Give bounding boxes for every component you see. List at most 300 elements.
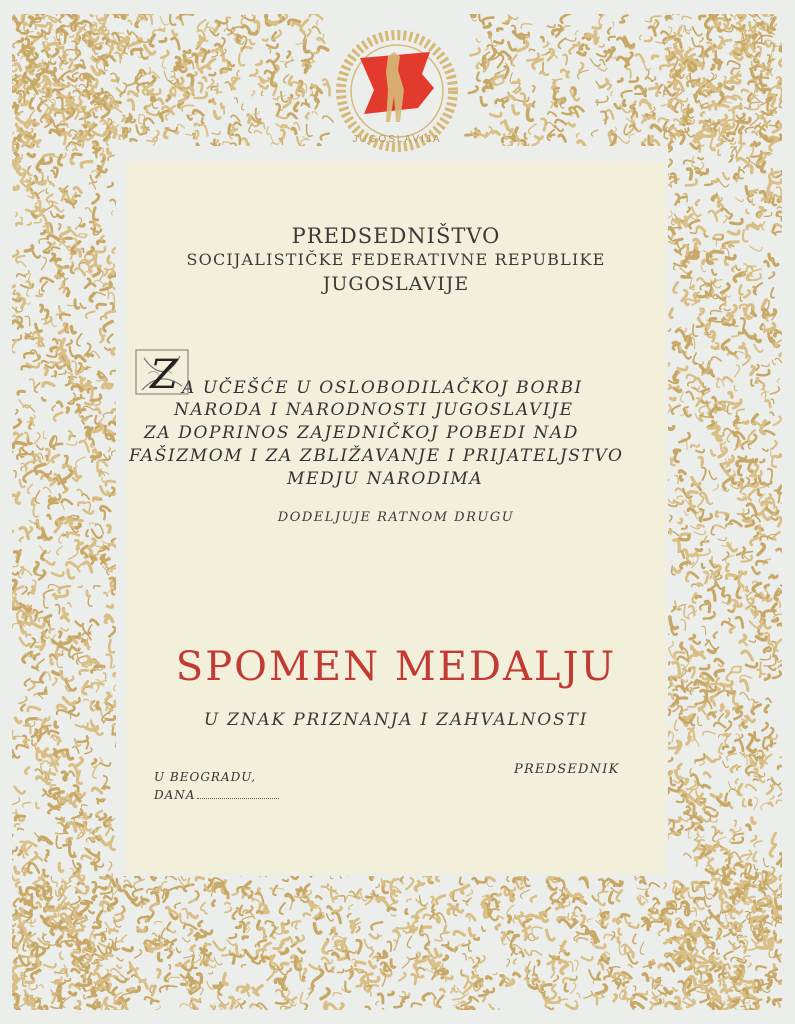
border-ornament-stroke bbox=[762, 383, 764, 389]
border-ornament-stroke bbox=[693, 740, 699, 747]
border-ornament-stroke bbox=[52, 405, 55, 410]
border-ornament-stroke bbox=[107, 654, 112, 666]
border-ornament-stroke bbox=[734, 416, 738, 422]
border-ornament-stroke bbox=[35, 524, 37, 528]
border-ornament-stroke bbox=[633, 934, 636, 944]
border-ornament-stroke bbox=[435, 950, 441, 957]
border-ornament-stroke bbox=[158, 99, 163, 104]
border-ornament-stroke bbox=[78, 502, 85, 505]
border-ornament-stroke bbox=[52, 455, 59, 462]
border-ornament-stroke bbox=[776, 455, 781, 457]
border-ornament-stroke bbox=[83, 657, 90, 665]
border-ornament-stroke bbox=[25, 679, 30, 686]
border-ornament-stroke bbox=[702, 564, 704, 568]
border-ornament-stroke bbox=[587, 919, 592, 923]
border-ornament-stroke bbox=[238, 37, 240, 41]
border-ornament-stroke bbox=[757, 931, 761, 936]
border-ornament-stroke bbox=[247, 927, 249, 932]
border-ornament-stroke bbox=[703, 785, 710, 788]
border-ornament-stroke bbox=[574, 43, 580, 46]
border-ornament-stroke bbox=[505, 121, 512, 131]
border-ornament-stroke bbox=[275, 54, 279, 62]
border-ornament-stroke bbox=[713, 397, 716, 401]
border-ornament-stroke bbox=[215, 988, 218, 995]
border-ornament-stroke bbox=[748, 198, 752, 202]
border-ornament-stroke bbox=[752, 62, 754, 66]
border-ornament-stroke bbox=[669, 677, 676, 680]
border-ornament-stroke bbox=[754, 841, 762, 846]
border-ornament-stroke bbox=[64, 465, 71, 467]
border-ornament-stroke bbox=[683, 997, 693, 1002]
border-ornament-stroke bbox=[108, 448, 110, 452]
border-ornament-stroke bbox=[639, 35, 641, 40]
border-ornament-stroke bbox=[289, 114, 297, 119]
border-ornament-stroke bbox=[767, 884, 778, 891]
border-ornament-stroke bbox=[727, 754, 737, 761]
border-ornament-stroke bbox=[402, 957, 409, 968]
border-ornament-stroke bbox=[697, 583, 702, 585]
border-ornament-stroke bbox=[714, 889, 717, 896]
border-ornament-stroke bbox=[740, 693, 749, 701]
border-ornament-stroke bbox=[312, 94, 318, 96]
border-ornament-stroke bbox=[69, 35, 73, 37]
border-ornament-stroke bbox=[668, 642, 673, 649]
border-ornament-stroke bbox=[106, 822, 110, 835]
border-ornament-stroke bbox=[460, 878, 463, 885]
border-ornament-stroke bbox=[180, 14, 192, 19]
border-ornament-stroke bbox=[604, 976, 609, 979]
border-ornament-stroke bbox=[461, 970, 463, 975]
border-ornament-stroke bbox=[75, 468, 81, 477]
border-ornament-stroke bbox=[293, 23, 301, 26]
border-ornament-stroke bbox=[95, 133, 105, 136]
border-ornament-stroke bbox=[24, 471, 33, 482]
border-ornament-stroke bbox=[162, 882, 167, 885]
border-ornament-stroke bbox=[95, 524, 103, 534]
border-ornament-stroke bbox=[51, 254, 55, 261]
border-ornament-stroke bbox=[592, 896, 598, 901]
border-ornament-stroke bbox=[723, 747, 728, 749]
border-ornament-stroke bbox=[22, 587, 27, 594]
initial-letter: Z bbox=[150, 352, 178, 396]
border-ornament-stroke bbox=[584, 991, 592, 998]
border-ornament-stroke bbox=[18, 261, 27, 266]
border-ornament-stroke bbox=[685, 811, 689, 813]
border-ornament-stroke bbox=[54, 749, 56, 754]
border-ornament-stroke bbox=[62, 886, 70, 896]
border-ornament-stroke bbox=[103, 673, 106, 679]
border-ornament-stroke bbox=[327, 1004, 336, 1010]
yugoslavia-emblem bbox=[330, 30, 464, 152]
border-ornament-stroke bbox=[576, 133, 579, 137]
border-ornament-stroke bbox=[561, 70, 567, 73]
border-ornament-stroke bbox=[762, 222, 765, 230]
border-ornament-stroke bbox=[642, 139, 646, 143]
border-ornament-stroke bbox=[696, 596, 701, 598]
border-ornament-stroke bbox=[22, 628, 26, 633]
border-ornament-stroke bbox=[526, 967, 528, 971]
border-ornament-stroke bbox=[753, 583, 761, 591]
border-ornament-stroke bbox=[650, 84, 658, 89]
border-ornament-stroke bbox=[190, 978, 192, 986]
border-ornament-stroke bbox=[55, 259, 60, 261]
border-ornament-stroke bbox=[357, 984, 362, 987]
border-ornament-stroke bbox=[160, 16, 168, 25]
border-ornament-stroke bbox=[12, 103, 15, 107]
border-ornament-stroke bbox=[682, 16, 691, 19]
border-ornament-stroke bbox=[750, 460, 756, 462]
border-ornament-stroke bbox=[25, 332, 31, 334]
border-ornament-stroke bbox=[135, 950, 142, 958]
border-ornament-stroke bbox=[101, 338, 103, 342]
border-ornament-stroke bbox=[690, 55, 694, 59]
border-ornament-stroke bbox=[754, 865, 758, 870]
border-ornament-stroke bbox=[370, 962, 376, 968]
border-ornament-stroke bbox=[90, 662, 98, 665]
border-ornament-stroke bbox=[723, 173, 729, 179]
border-ornament-stroke bbox=[687, 208, 690, 213]
border-ornament-stroke bbox=[95, 544, 103, 547]
border-ornament-stroke bbox=[771, 288, 774, 298]
border-ornament-stroke bbox=[582, 957, 593, 960]
border-ornament-stroke bbox=[117, 958, 123, 961]
border-ornament-stroke bbox=[49, 62, 56, 64]
border-ornament-stroke bbox=[167, 922, 170, 930]
border-ornament-stroke bbox=[665, 989, 672, 994]
border-ornament-stroke bbox=[773, 973, 781, 982]
border-ornament-stroke bbox=[171, 931, 176, 932]
border-ornament-stroke bbox=[484, 24, 490, 27]
border-ornament-stroke bbox=[670, 309, 673, 318]
border-ornament-stroke bbox=[93, 887, 100, 893]
border-ornament-stroke bbox=[26, 846, 31, 855]
border-ornament-stroke bbox=[272, 143, 277, 144]
border-ornament-stroke bbox=[674, 282, 678, 292]
border-ornament-stroke bbox=[731, 830, 735, 834]
border-ornament-stroke bbox=[37, 520, 42, 528]
border-ornament-stroke bbox=[538, 961, 540, 965]
border-ornament-stroke bbox=[650, 883, 660, 887]
border-ornament-stroke bbox=[286, 894, 293, 900]
border-ornament-stroke bbox=[487, 877, 495, 880]
border-ornament-stroke bbox=[73, 149, 77, 150]
border-ornament-stroke bbox=[772, 777, 781, 784]
border-ornament-stroke bbox=[12, 592, 13, 598]
border-ornament-stroke bbox=[759, 477, 764, 484]
border-ornament-stroke bbox=[517, 97, 529, 101]
border-ornament-stroke bbox=[16, 745, 28, 749]
border-ornament-stroke bbox=[28, 196, 33, 198]
border-ornament-stroke bbox=[237, 70, 239, 75]
border-ornament-stroke bbox=[731, 14, 734, 16]
border-ornament-stroke bbox=[761, 761, 763, 768]
border-ornament-stroke bbox=[445, 926, 447, 933]
border-ornament-stroke bbox=[93, 269, 99, 276]
border-ornament-stroke bbox=[565, 38, 576, 41]
border-ornament-stroke bbox=[76, 356, 85, 361]
border-ornament-stroke bbox=[122, 116, 125, 122]
border-ornament-stroke bbox=[774, 332, 777, 336]
border-ornament-stroke bbox=[73, 648, 79, 651]
border-ornament-stroke bbox=[737, 587, 740, 597]
border-ornament-stroke bbox=[575, 30, 578, 35]
border-ornament-stroke bbox=[518, 41, 528, 51]
border-ornament-stroke bbox=[632, 1009, 634, 1010]
border-ornament-stroke bbox=[679, 962, 683, 966]
border-ornament-stroke bbox=[760, 655, 770, 660]
border-ornament-stroke bbox=[180, 95, 186, 102]
border-ornament-stroke bbox=[763, 449, 768, 451]
border-ornament-stroke bbox=[432, 905, 434, 911]
border-ornament-stroke bbox=[590, 59, 600, 67]
border-ornament-stroke bbox=[711, 700, 715, 705]
border-ornament-stroke bbox=[171, 90, 173, 95]
border-ornament-stroke bbox=[555, 126, 563, 132]
border-ornament-stroke bbox=[21, 705, 25, 711]
border-ornament-stroke bbox=[469, 957, 474, 962]
border-ornament-stroke bbox=[84, 510, 94, 514]
border-ornament-stroke bbox=[623, 991, 626, 999]
border-ornament-stroke bbox=[703, 731, 715, 735]
border-ornament-stroke bbox=[483, 18, 493, 24]
border-ornament-stroke bbox=[36, 857, 42, 861]
border-ornament-stroke bbox=[547, 930, 555, 940]
border-ornament-stroke bbox=[292, 128, 296, 133]
border-ornament-stroke bbox=[201, 930, 212, 934]
border-ornament-stroke bbox=[770, 796, 774, 799]
border-ornament-stroke bbox=[184, 51, 190, 53]
border-ornament-stroke bbox=[59, 285, 62, 289]
border-ornament-stroke bbox=[764, 858, 769, 866]
border-ornament-stroke bbox=[453, 1001, 459, 1005]
border-ornament-stroke bbox=[302, 53, 313, 61]
border-ornament-stroke bbox=[726, 514, 728, 520]
border-ornament-stroke bbox=[231, 115, 240, 121]
border-ornament-stroke bbox=[746, 210, 748, 214]
border-ornament-stroke bbox=[184, 961, 188, 967]
border-ornament-stroke bbox=[524, 104, 530, 106]
border-ornament-stroke bbox=[12, 834, 13, 838]
border-ornament-stroke bbox=[201, 988, 203, 994]
border-ornament-stroke bbox=[532, 934, 538, 939]
border-ornament-stroke bbox=[195, 124, 199, 125]
border-ornament-stroke bbox=[37, 886, 43, 888]
border-ornament-stroke bbox=[570, 983, 576, 994]
border-ornament-stroke bbox=[688, 892, 693, 898]
border-ornament-stroke bbox=[726, 87, 733, 89]
border-ornament-stroke bbox=[775, 899, 781, 907]
border-ornament-stroke bbox=[747, 825, 751, 830]
border-ornament-stroke bbox=[89, 283, 95, 286]
border-ornament-stroke bbox=[250, 1004, 261, 1008]
border-ornament-stroke bbox=[78, 586, 82, 588]
border-ornament-stroke bbox=[760, 536, 772, 540]
border-ornament-stroke bbox=[777, 549, 783, 559]
border-ornament-stroke bbox=[62, 499, 72, 504]
border-ornament-stroke bbox=[20, 537, 23, 541]
border-ornament-stroke bbox=[37, 445, 43, 449]
border-ornament-stroke bbox=[569, 123, 575, 126]
border-ornament-stroke bbox=[509, 42, 516, 50]
border-ornament-stroke bbox=[269, 48, 271, 53]
border-ornament-stroke bbox=[672, 405, 680, 414]
border-ornament-stroke bbox=[724, 902, 730, 905]
border-ornament-stroke bbox=[67, 340, 72, 345]
border-ornament-stroke bbox=[760, 622, 762, 627]
border-ornament-stroke bbox=[26, 634, 30, 636]
border-ornament-stroke bbox=[134, 880, 145, 889]
border-ornament-stroke bbox=[93, 152, 96, 157]
border-ornament-stroke bbox=[87, 849, 99, 855]
border-ornament-stroke bbox=[669, 788, 679, 791]
border-ornament-stroke bbox=[581, 916, 584, 925]
border-ornament-stroke bbox=[42, 361, 49, 363]
border-ornament-stroke bbox=[364, 940, 372, 949]
border-ornament-stroke bbox=[678, 826, 683, 832]
border-ornament-stroke bbox=[640, 881, 645, 883]
border-ornament-stroke bbox=[312, 981, 314, 986]
border-ornament-stroke bbox=[744, 330, 756, 338]
border-ornament-stroke bbox=[67, 533, 79, 537]
border-ornament-stroke bbox=[150, 987, 152, 993]
border-ornament-stroke bbox=[76, 622, 84, 626]
border-ornament-stroke bbox=[736, 198, 744, 202]
border-ornament-stroke bbox=[727, 595, 730, 604]
border-ornament-stroke bbox=[56, 882, 57, 886]
border-ornament-stroke bbox=[532, 139, 539, 146]
border-ornament-stroke bbox=[236, 1003, 240, 1008]
border-ornament-stroke bbox=[727, 990, 732, 992]
border-ornament-stroke bbox=[700, 665, 709, 669]
border-ornament-stroke bbox=[42, 231, 46, 234]
border-ornament-stroke bbox=[542, 119, 546, 130]
border-ornament-stroke bbox=[14, 471, 17, 478]
border-ornament-stroke bbox=[696, 398, 699, 406]
border-ornament-stroke bbox=[765, 42, 770, 46]
border-ornament-stroke bbox=[740, 297, 742, 301]
border-ornament-stroke bbox=[172, 38, 180, 49]
border-ornament-stroke bbox=[724, 40, 731, 44]
border-ornament-stroke bbox=[701, 401, 706, 403]
border-ornament-stroke bbox=[71, 897, 80, 905]
border-ornament-stroke bbox=[168, 977, 179, 982]
border-ornament-stroke bbox=[493, 131, 499, 134]
border-ornament-stroke bbox=[629, 965, 632, 968]
border-ornament-stroke bbox=[13, 443, 26, 448]
border-ornament-stroke bbox=[70, 876, 79, 882]
border-ornament-stroke bbox=[694, 834, 698, 840]
border-ornament-stroke bbox=[738, 167, 742, 179]
border-ornament-stroke bbox=[737, 409, 745, 414]
border-ornament-stroke bbox=[765, 585, 769, 588]
border-ornament-stroke bbox=[682, 526, 687, 529]
border-ornament-stroke bbox=[749, 640, 755, 642]
border-ornament-stroke bbox=[394, 940, 397, 950]
border-ornament-stroke bbox=[495, 79, 503, 86]
border-ornament-stroke bbox=[76, 930, 82, 933]
border-ornament-stroke bbox=[748, 945, 756, 950]
border-ornament-stroke bbox=[699, 16, 704, 19]
border-ornament-stroke bbox=[48, 810, 51, 814]
border-ornament-stroke bbox=[640, 992, 648, 995]
border-ornament-stroke bbox=[547, 122, 555, 127]
border-ornament-stroke bbox=[242, 104, 244, 110]
border-ornament-stroke bbox=[70, 868, 73, 876]
border-ornament-stroke bbox=[691, 526, 701, 529]
border-ornament-stroke bbox=[104, 896, 111, 899]
border-ornament-stroke bbox=[248, 115, 251, 122]
border-ornament-stroke bbox=[541, 37, 543, 41]
border-ornament-stroke bbox=[246, 951, 258, 959]
border-ornament-stroke bbox=[59, 864, 62, 872]
border-ornament-stroke bbox=[72, 154, 80, 157]
border-ornament-stroke bbox=[698, 158, 703, 160]
border-ornament-stroke bbox=[598, 902, 604, 906]
border-ornament-stroke bbox=[334, 907, 341, 911]
border-ornament-stroke bbox=[677, 496, 682, 498]
border-ornament-stroke bbox=[674, 119, 679, 121]
border-ornament-stroke bbox=[721, 284, 729, 293]
border-ornament-stroke bbox=[735, 779, 738, 784]
border-ornament-stroke bbox=[242, 965, 246, 967]
border-ornament-stroke bbox=[204, 910, 207, 913]
border-ornament-stroke bbox=[718, 665, 722, 667]
border-ornament-stroke bbox=[749, 490, 756, 500]
border-ornament-stroke bbox=[60, 794, 68, 798]
border-ornament-stroke bbox=[12, 930, 13, 933]
border-ornament-stroke bbox=[239, 54, 244, 66]
border-ornament-stroke bbox=[463, 954, 467, 960]
border-ornament-stroke bbox=[255, 21, 259, 31]
border-ornament-stroke bbox=[521, 93, 525, 100]
border-ornament-stroke bbox=[747, 225, 758, 228]
border-ornament-stroke bbox=[24, 271, 30, 276]
border-ornament-stroke bbox=[724, 309, 730, 311]
border-ornament-stroke bbox=[469, 946, 472, 951]
border-ornament-stroke bbox=[102, 158, 104, 162]
border-ornament-stroke bbox=[756, 966, 766, 970]
border-ornament-stroke bbox=[724, 216, 728, 223]
border-ornament-stroke bbox=[23, 854, 25, 858]
border-ornament-stroke bbox=[98, 912, 102, 923]
border-ornament-stroke bbox=[569, 47, 574, 54]
border-ornament-stroke bbox=[49, 23, 51, 30]
border-ornament-stroke bbox=[627, 997, 633, 999]
border-ornament-stroke bbox=[667, 912, 673, 914]
border-ornament-stroke bbox=[224, 974, 228, 985]
border-ornament-stroke bbox=[727, 672, 732, 681]
border-ornament-stroke bbox=[780, 757, 782, 765]
border-ornament-stroke bbox=[695, 987, 699, 989]
border-ornament-stroke bbox=[778, 892, 782, 895]
border-ornament-stroke bbox=[533, 102, 535, 107]
border-ornament-stroke bbox=[777, 87, 782, 100]
border-ornament-stroke bbox=[577, 938, 588, 942]
border-ornament-stroke bbox=[764, 660, 776, 666]
border-ornament-stroke bbox=[483, 997, 485, 1002]
border-ornament-stroke bbox=[767, 998, 769, 1002]
border-ornament-stroke bbox=[741, 318, 745, 328]
border-ornament-stroke bbox=[51, 1005, 61, 1008]
border-ornament-stroke bbox=[15, 958, 17, 962]
border-ornament-stroke bbox=[236, 135, 240, 144]
border-ornament-stroke bbox=[225, 60, 229, 66]
border-ornament-stroke bbox=[697, 227, 705, 231]
border-ornament-stroke bbox=[59, 224, 61, 230]
border-ornament-stroke bbox=[432, 897, 434, 903]
border-ornament-stroke bbox=[257, 61, 262, 65]
border-ornament-stroke bbox=[758, 22, 763, 24]
